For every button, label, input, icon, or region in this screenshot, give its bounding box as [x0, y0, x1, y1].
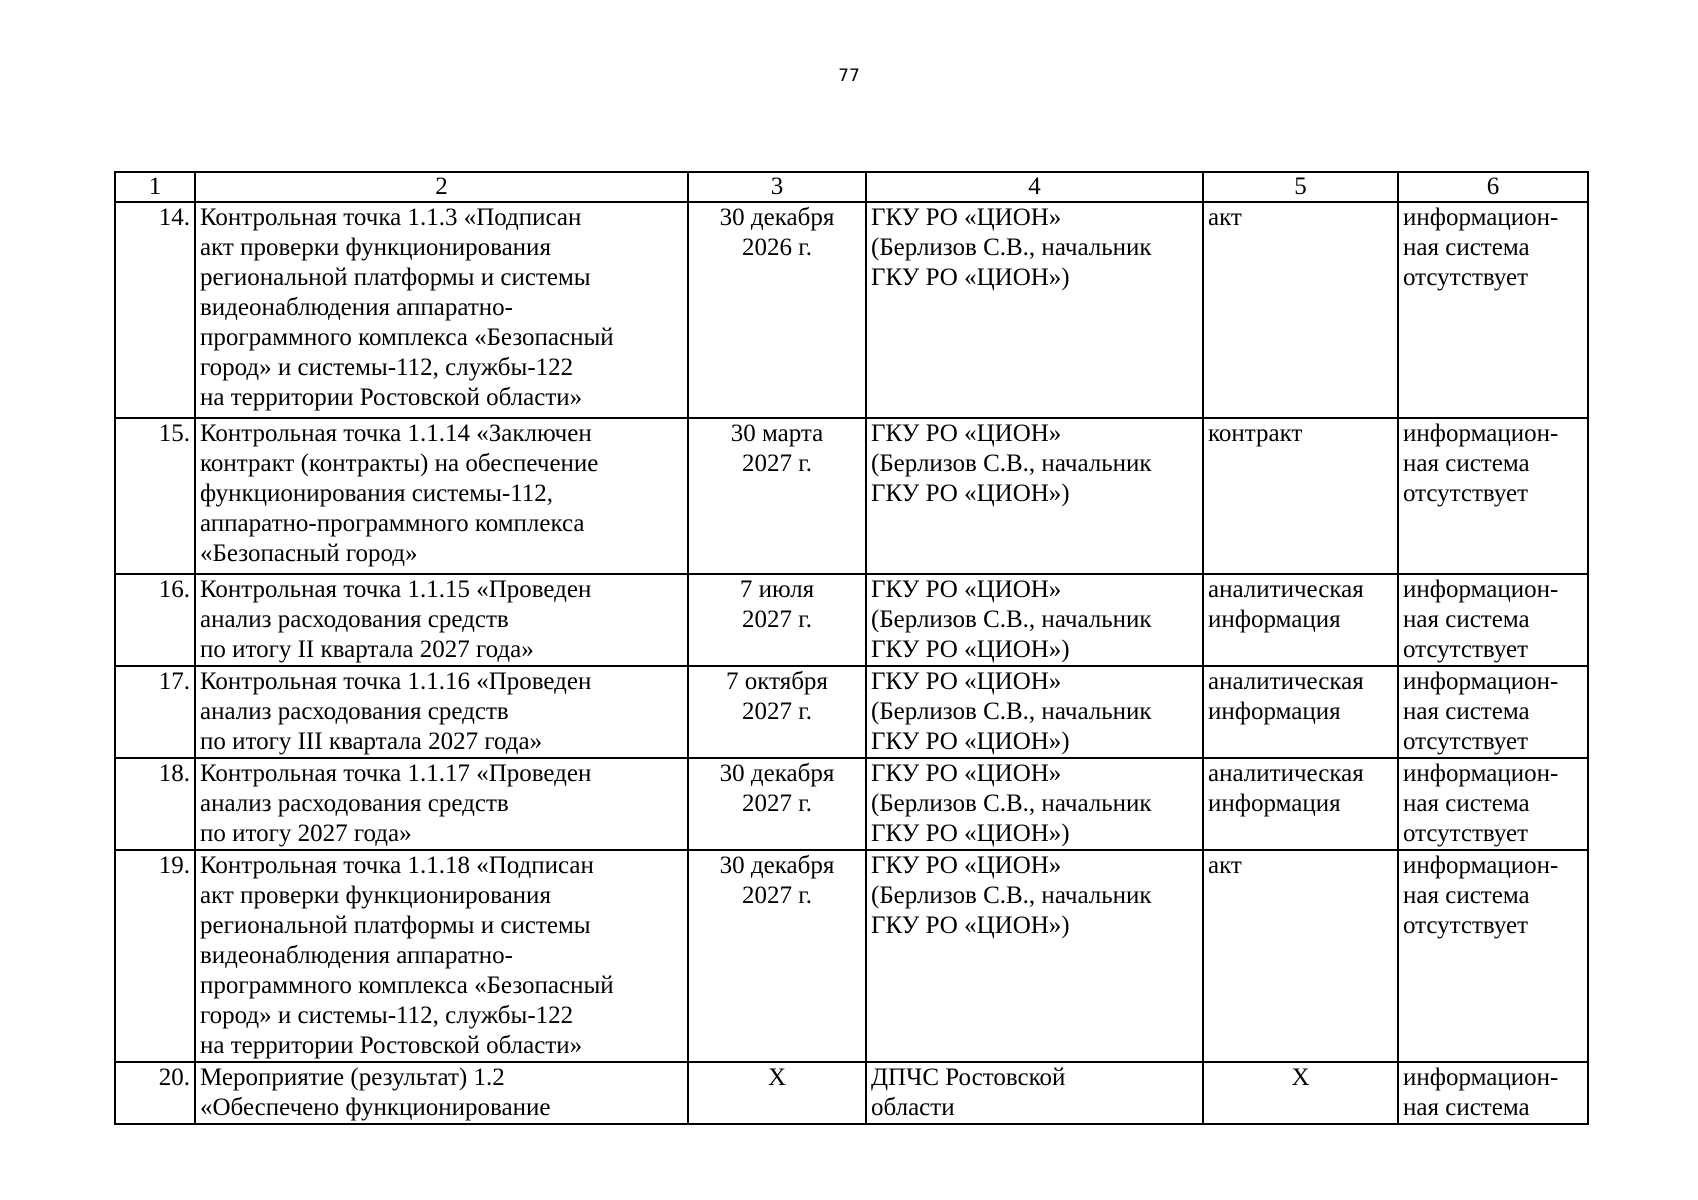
- row-document-type: Х: [1203, 1062, 1398, 1124]
- row-document-type: аналитическая информация: [1203, 758, 1398, 850]
- table-row: [115, 666, 1588, 758]
- row-document-type: контракт: [1203, 418, 1398, 574]
- row-responsible: ГКУ РО «ЦИОН» (Берлизов С.В., начальник ГКУ РО «ЦИОН»): [866, 850, 1203, 1062]
- row-number: 17.: [115, 666, 195, 758]
- row-description: Контрольная точка 1.1.3 «Подписан акт проверки функционирования региональной платформы и системы видеонаблюдения аппаратно- программного комплекса «Безопасный город» и системы-112, службы-122 на территории Ростовской области»: [195, 202, 688, 418]
- row-responsible: ДПЧС Ростовской области: [866, 1062, 1203, 1124]
- row-number: 16.: [115, 574, 195, 666]
- row-info-system: информацион- ная система: [1398, 1062, 1588, 1124]
- column-header: 6: [1398, 172, 1588, 202]
- row-date: 30 декабря 2026 г.: [688, 202, 866, 418]
- row-number: 14.: [115, 202, 195, 418]
- row-description: Контрольная точка 1.1.16 «Проведен анализ расходования средств по итогу III квартала 2027 года»: [195, 666, 688, 758]
- row-responsible: ГКУ РО «ЦИОН» (Берлизов С.В., начальник ГКУ РО «ЦИОН»): [866, 202, 1203, 418]
- row-number: 15.: [115, 418, 195, 574]
- column-header: 1: [115, 172, 195, 202]
- table-header-row: [115, 172, 1588, 202]
- row-description: Контрольная точка 1.1.15 «Проведен анализ расходования средств по итогу II квартала 2027 года»: [195, 574, 688, 666]
- control-points-table: [114, 171, 1589, 1125]
- row-info-system: информацион- ная система отсутствует: [1398, 666, 1588, 758]
- row-date: Х: [688, 1062, 866, 1124]
- column-header: 4: [866, 172, 1203, 202]
- row-description: Контрольная точка 1.1.14 «Заключен контракт (контракты) на обеспечение функционирования системы-112, аппаратно-программного комплекса «Безопасный город»: [195, 418, 688, 574]
- column-header: 5: [1203, 172, 1398, 202]
- row-number: 18.: [115, 758, 195, 850]
- row-info-system: информацион- ная система отсутствует: [1398, 202, 1588, 418]
- row-date: 7 октября 2027 г.: [688, 666, 866, 758]
- row-number: 20.: [115, 1062, 195, 1124]
- row-document-type: акт: [1203, 850, 1398, 1062]
- row-document-type: аналитическая информация: [1203, 574, 1398, 666]
- column-header: 2: [195, 172, 688, 202]
- row-description: Мероприятие (результат) 1.2 «Обеспечено функционирование: [195, 1062, 688, 1124]
- table-row: [115, 758, 1588, 850]
- row-description: Контрольная точка 1.1.17 «Проведен анализ расходования средств по итогу 2027 года»: [195, 758, 688, 850]
- row-date: 7 июля 2027 г.: [688, 574, 866, 666]
- row-document-type: акт: [1203, 202, 1398, 418]
- table-row: [115, 850, 1588, 1062]
- table-row: [115, 202, 1588, 418]
- row-info-system: информацион- ная система отсутствует: [1398, 758, 1588, 850]
- page-number: 77: [838, 66, 860, 86]
- row-description: Контрольная точка 1.1.18 «Подписан акт проверки функционирования региональной платформы и системы видеонаблюдения аппаратно- программного комплекса «Безопасный город» и системы-112, службы-122 на территории Ростовской области»: [195, 850, 688, 1062]
- row-date: 30 марта 2027 г.: [688, 418, 866, 574]
- row-info-system: информацион- ная система отсутствует: [1398, 418, 1588, 574]
- row-document-type: аналитическая информация: [1203, 666, 1398, 758]
- row-responsible: ГКУ РО «ЦИОН» (Берлизов С.В., начальник ГКУ РО «ЦИОН»): [866, 758, 1203, 850]
- table-row: [115, 574, 1588, 666]
- table-row: [115, 418, 1588, 574]
- row-info-system: информацион- ная система отсутствует: [1398, 850, 1588, 1062]
- table-row: [115, 1062, 1588, 1124]
- row-responsible: ГКУ РО «ЦИОН» (Берлизов С.В., начальник ГКУ РО «ЦИОН»): [866, 666, 1203, 758]
- row-responsible: ГКУ РО «ЦИОН» (Берлизов С.В., начальник ГКУ РО «ЦИОН»): [866, 418, 1203, 574]
- row-date: 30 декабря 2027 г.: [688, 850, 866, 1062]
- row-info-system: информацион- ная система отсутствует: [1398, 574, 1588, 666]
- row-date: 30 декабря 2027 г.: [688, 758, 866, 850]
- column-header: 3: [688, 172, 866, 202]
- row-number: 19.: [115, 850, 195, 1062]
- row-responsible: ГКУ РО «ЦИОН» (Берлизов С.В., начальник ГКУ РО «ЦИОН»): [866, 574, 1203, 666]
